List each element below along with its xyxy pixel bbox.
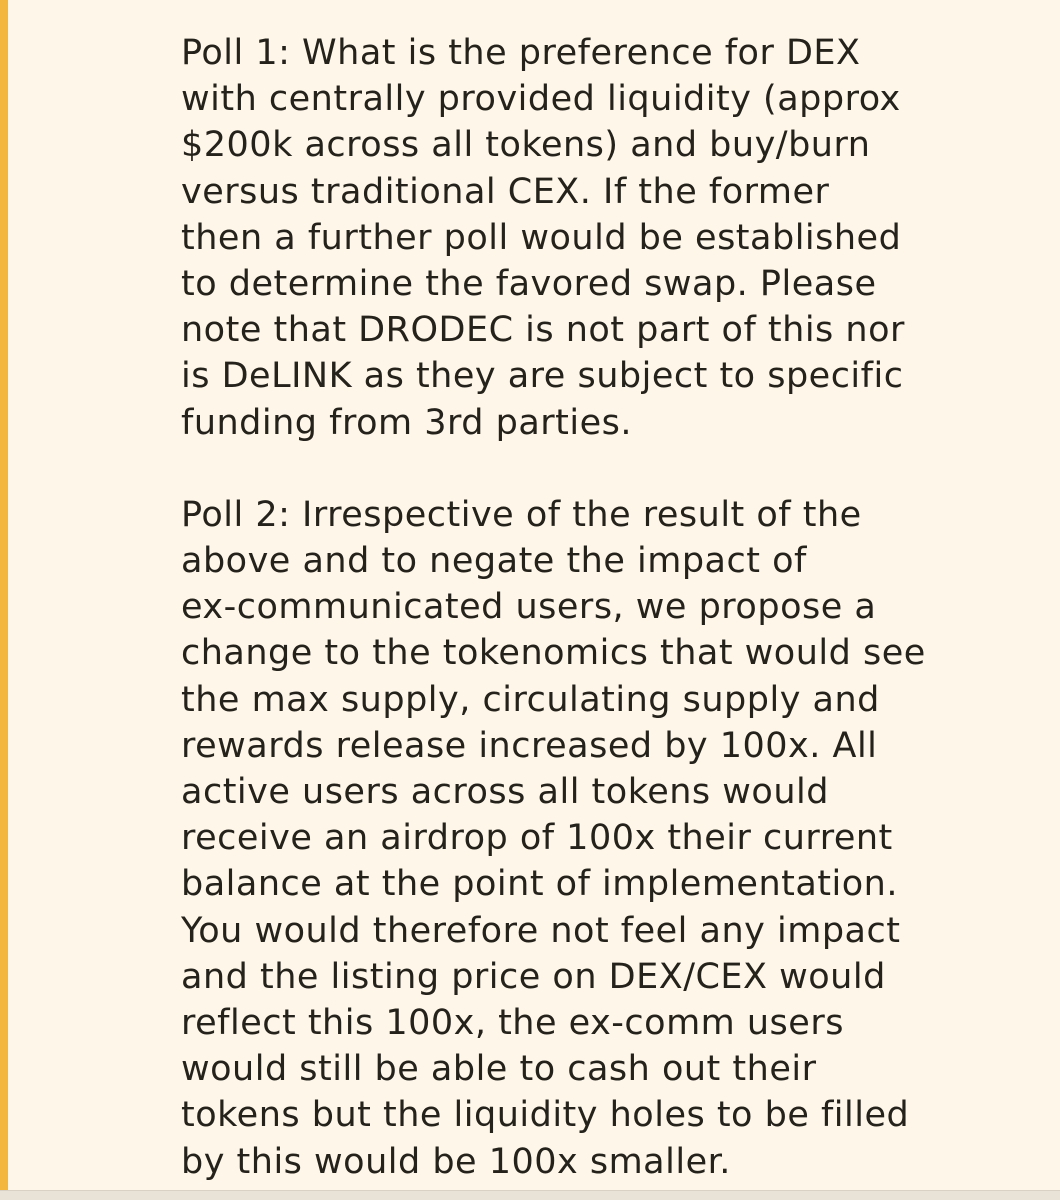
quoted-message-body	[181, 30, 1051, 1185]
bottom-divider	[0, 1190, 1060, 1200]
poll-2-paragraph: Poll 2: Irrespective of the result of the above and to negate the impact of ex-communicated users, we propose a change to the tokenomics that would see the max supply, circulating supply and rewards release increased by 100x. All active users across all tokens would receive an airdrop of 100x their current balance at the point of implementation. You would therefore not feel any impact and the listing price on DEX/CEX would reflect this 100x, the ex-comm users would still be able to cash out their tokens but the liquidity holes to be filled by this would be 100x smaller.	[181, 494, 926, 1182]
quote-accent-bar	[0, 0, 8, 1190]
poll-1-paragraph: Poll 1: What is the preference for DEX with centrally provided liquidity (approx $200k across all tokens) and buy/burn versus traditional CEX. If the former then a further poll would be established to determine the favored swap. Please note that DRODEC is not part of this nor is DeLINK as they are subject to specific funding from 3rd parties.	[181, 33, 905, 443]
